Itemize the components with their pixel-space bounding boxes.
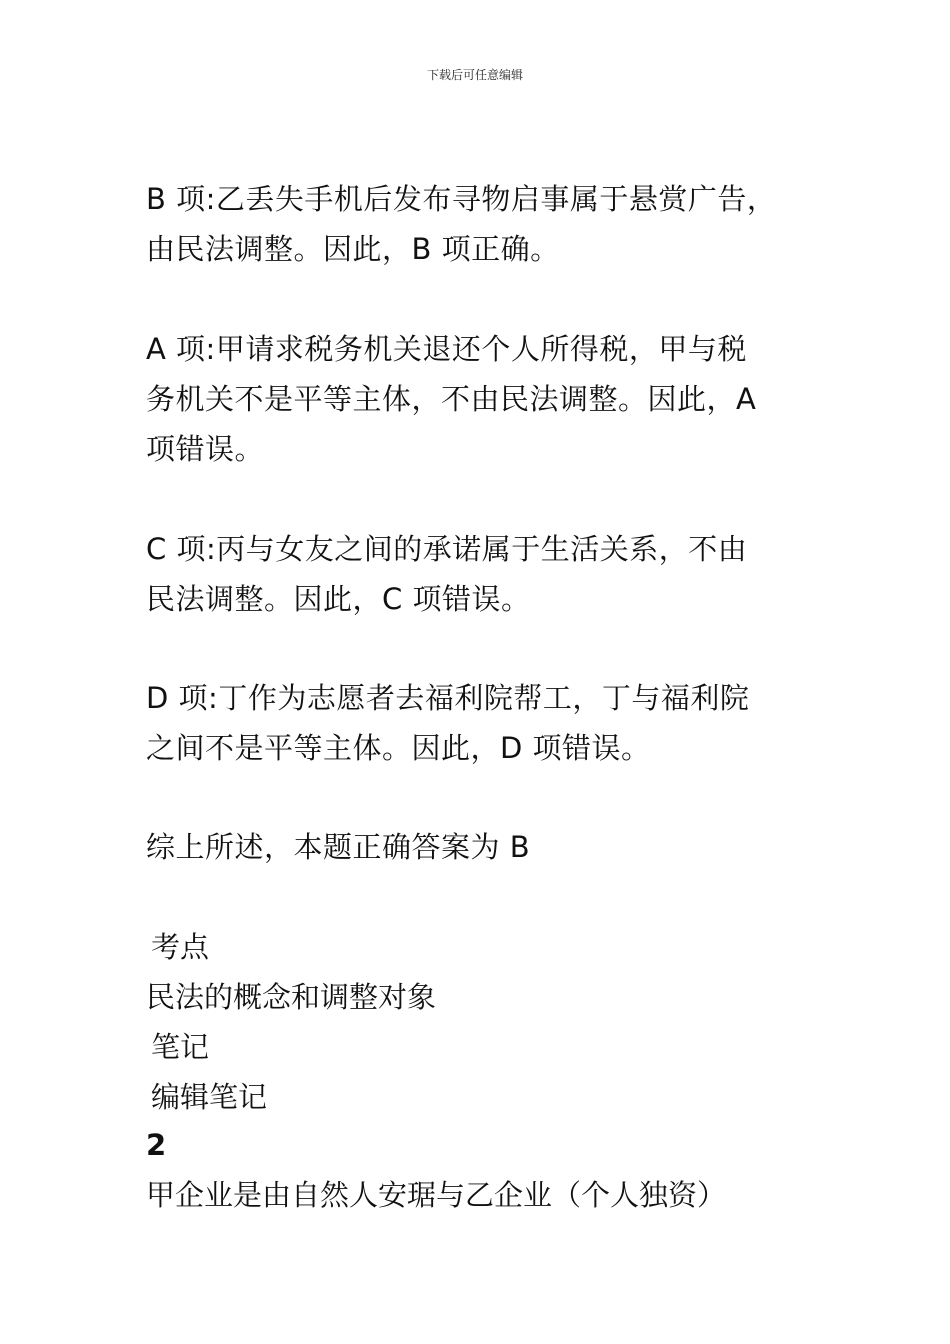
page-header: 下载后可任意编辑 — [426, 68, 523, 82]
question-text: 甲企业是由自然人安琚与乙企业（个人独资） — [146, 1178, 727, 1212]
paragraph-line: 综上所述，本题正确答案为 B — [146, 830, 531, 864]
question-number: 2 — [146, 1128, 167, 1162]
paragraph-line: B 项:乙丢失手机后发布寻物启事属于悬赏广告， — [146, 182, 777, 216]
edit-notes-link[interactable]: 编辑笔记 — [151, 1080, 268, 1114]
paragraph-line: 项错误。 — [146, 432, 265, 466]
paragraph-line: D 项:丁作为志愿者去福利院帮工，丁与福利院 — [146, 681, 750, 715]
notes-label: 笔记 — [151, 1030, 210, 1064]
explanation-paragraph-c — [146, 524, 836, 624]
paragraph-line: A 项:甲请求税务机关退还个人所得税，甲与税 — [146, 332, 747, 366]
paragraph-line: 民法调整。因此，C 项错误。 — [146, 582, 531, 616]
paragraph-line: 之间不是平等主体。因此，D 项错误。 — [146, 731, 651, 765]
paragraph-line: 务机关不是平等主体，不由民法调整。因此，A — [146, 382, 757, 416]
explanation-paragraph-d — [146, 673, 836, 773]
explanation-paragraph-b — [146, 174, 836, 274]
paragraph-line: 由民法调整。因此，B 项正确。 — [146, 232, 560, 266]
paragraph-line: C 项:丙与女友之间的承诺属于生活关系，不由 — [146, 532, 748, 566]
kaodian-topic[interactable]: 民法的概念和调整对象 — [146, 980, 437, 1014]
answer-summary — [146, 822, 836, 872]
kaodian-label: 考点 — [151, 930, 210, 964]
explanation-paragraph-a — [146, 324, 836, 474]
